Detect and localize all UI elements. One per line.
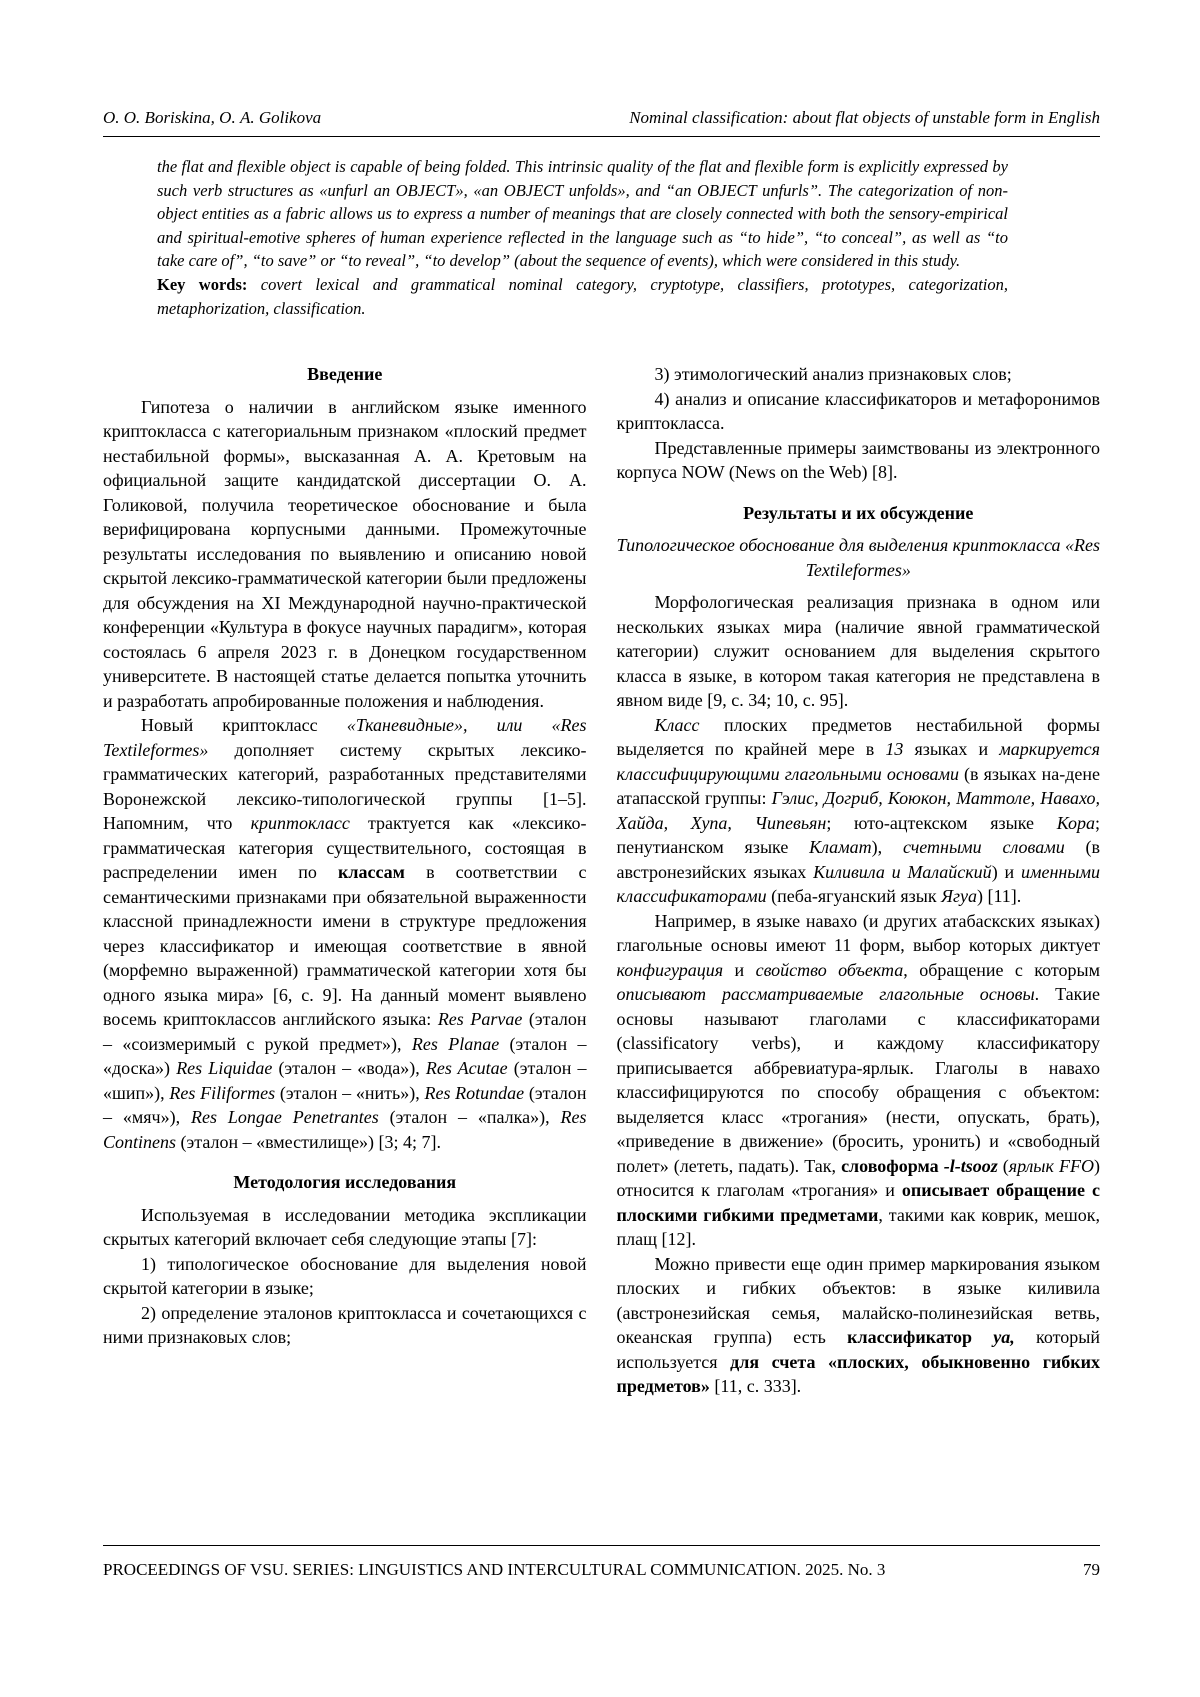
text-run: Класс [654, 714, 700, 735]
text-run: -l-tsooz [943, 1155, 998, 1176]
text-run: ярлык FFO [1008, 1155, 1094, 1176]
text-run: Морфологическая реализация признака в одном или нескольких языках мира (наличие явной грамматической категории) служит основанием для выделения скрытого класса в языке, в котором такая категория не представлена в явном виде [9, с. 34; 10, с. 95]. [616, 592, 1100, 711]
text-run: (пеба-ягуанский язык [766, 886, 942, 907]
text-run: ) и [991, 861, 1021, 882]
text-run: ) относится к глаголам «трогания» и [616, 1155, 1100, 1201]
text-run: трактуется как «лексико-грамматическая категория существительного, состоящая в распределении имен по [103, 813, 587, 883]
text-run: Key words: [157, 274, 261, 294]
authors: О. О. Boriskina, О. А. Golikova [103, 108, 322, 127]
paragraph [103, 395, 587, 714]
text-run: ) [11]. [976, 886, 1022, 907]
text-run: Res Continens [103, 1107, 587, 1152]
text-run: Гипотеза о наличии в английском языке именного криптокласса с категориальным признаком «плоский предмет нестабильной формы», высказанная А. А. Кретовым на официальной защите кандидатской диссертации О. А. Голиковой, получила теоретическое обоснование и была верифицирована корпусными данными. Промежуточные результаты исследования по выявлению и описанию новой скрытой лексико-грамматической категории были предложены для обсуждения на XI Международной научно-практической конференции «Культура в фокусе научных парадигм», которая состоялась 6 апреля 2023 г. в Донецком государственном университете. В настоящей статье делается попытка уточнить и разработать апробированные положения и наблюдения. [103, 396, 587, 711]
text-run: Res Filiformes [169, 1082, 276, 1103]
text-run: Методология исследования [233, 1172, 457, 1193]
text-run: Новый криптокласс [141, 715, 347, 736]
text-run: Ягуа [941, 886, 977, 907]
running-head [103, 108, 1100, 137]
section-heading [103, 1170, 587, 1195]
text-run: [11, с. 333]. [709, 1376, 802, 1397]
text-run: описывают рассматриваемые глагольные основы [616, 984, 1035, 1005]
article-body [103, 362, 1100, 1399]
column-left [103, 362, 587, 1399]
text-run: свойство объекта [755, 959, 904, 980]
text-run: ( [997, 1155, 1009, 1176]
text-run: Кламат [809, 837, 872, 858]
text-run: в соответствии с семантическими признаками при обязательной выраженности классной принадлежности имени в структуре предложения через классификатор и имеющая соответствие в явной (морфемно выраженной) грамматической категории хотя бы одного языка мира» [6, с. 9]. На данный момент выявлено восемь криптоклассов английского языка: [103, 862, 587, 1030]
text-run: и [723, 959, 756, 980]
running-title: Nominal classification: about flat objects of unstable form in English [629, 108, 1100, 127]
keywords [157, 273, 1008, 320]
text-run: (эталон – «доска») [103, 1033, 587, 1079]
text-run: Введение [307, 364, 383, 385]
text-run: Res Rotundae [424, 1082, 525, 1103]
text-run: 2) определение эталонов криптокласса и сочетающихся с ними признаковых слов; [103, 1302, 587, 1348]
text-run: криптокласс [250, 813, 350, 834]
text-run: Киливила и Малайский [813, 861, 992, 882]
text-run: дополняет систему скрытых лексико-грамматических категорий, разработанных представителями Воронежской лексико-типологической группы [1–5]. Напомним, что [103, 739, 587, 834]
text-run: Res Acutae [425, 1058, 508, 1079]
paragraph [103, 713, 587, 1154]
text-run: словоформа [841, 1155, 944, 1176]
paragraph [617, 387, 1101, 436]
text-run: для счета «плоских, обыкновенно гибких предметов» [616, 1351, 1100, 1397]
text-run: (эталон – «мяч»), [103, 1082, 587, 1128]
text-run: Можно привести еще один пример маркирования языком плоских и гибких объектов: в языке киливила (австронезийская семья, малайско-полинезийская ветвь, океанская группа) есть [616, 1253, 1100, 1348]
page-number: 79 [1083, 1560, 1100, 1579]
paragraph [617, 362, 1101, 387]
paragraph [617, 713, 1101, 909]
text-run: (эталон – «вместилище») [3; 4; 7]. [176, 1131, 442, 1152]
journal-info: PROCEEDINGS OF VSU. SERIES: LINGUISTICS AND INTERCULTURAL COMMUNICATION. 2025. No. 3 [103, 1560, 886, 1579]
text-run: covert lexical and grammatical nominal category, cryptotype, classifiers, prototypes, categorization, metaphorization, classification. [157, 274, 1008, 318]
text-run: именными классификаторами [616, 861, 1100, 907]
text-run: (эталон – «палка»), [378, 1107, 561, 1128]
text-run: (эталон – «соизмеримый с рукой предмет»), [103, 1009, 587, 1054]
text-run: Результаты и их обсуждение [743, 502, 974, 523]
text-run: Res Planae [411, 1033, 500, 1054]
text-run: классификатор [847, 1327, 994, 1348]
text-run: . Такие основы называют глаголами с классификаторами (classificatory verbs), и каждому классификатору приписывается аббревиатура-ярлык. Глаголы в навахо классифицируются по способу обращения с объектом: выделяется класс «трогания» (нести, опускать, брать), «приведение в движение» (бросить, уронить) и «свободный полет» (лететь, падать). Так, [616, 984, 1100, 1176]
text-run: 1) типологическое обоснование для выделения новой скрытой категории в языке; [103, 1253, 587, 1299]
text-run: Кора [1056, 812, 1095, 833]
text-run: Res Parvae [437, 1009, 523, 1030]
text-run: счетными словами [902, 837, 1065, 858]
text-run: который используется [616, 1327, 1100, 1372]
paragraph [617, 909, 1101, 1252]
abstract [157, 155, 1008, 320]
text-run: (эталон – «вода»), [272, 1058, 426, 1079]
paragraph [617, 1252, 1101, 1399]
section-heading [103, 362, 587, 387]
text-run: Например, в языке навахо (и других атабаскских языках) глагольные основы имеют 11 форм, выбор которых диктует [616, 910, 1100, 956]
text-run: , обращение с которым [903, 959, 1101, 980]
paragraph [103, 1252, 587, 1301]
text-run: ya, [993, 1327, 1015, 1348]
text-run: ), [871, 837, 903, 858]
text-run: (эталон – «нить»), [275, 1082, 425, 1103]
text-run: 3) этимологический анализ признаковых слов; [654, 364, 1012, 385]
text-run: ; пенутианском языке [616, 812, 1101, 858]
text-run: the flat and flexible object is capable of being folded. This intrinsic quality of the flat and flexible form is explicitly expressed by such verb structures as «unfurl an OBJECT», «an OBJECT unfolds», and “an OBJECT unfurls”. The categorization of non-object entities as a fabric allows us to express a number of meanings that are closely connected with both the sensory-empirical and spiritual-emotive spheres of human experience reflected in the language such as “to hide”, “to conceal”, as well as “to take care of”, “to save” or “to reveal”, “to develop” (about the sequence of events), which were considered in this study. [157, 157, 1008, 271]
page-footer [103, 1545, 1100, 1580]
abstract-text [157, 155, 1008, 273]
text-run: (в австронезийских языках [616, 837, 1101, 882]
text-run: плоских предметов нестабильной формы выделяется по крайней мере в [616, 714, 1100, 760]
text-run: Res Longae Penetrantes [190, 1107, 379, 1128]
column-right [617, 362, 1101, 1399]
text-run: (эталон – «шип»), [103, 1058, 587, 1103]
paragraph [617, 436, 1101, 485]
text-run: «Тканевидные», или «Res Textileformes» [103, 715, 587, 760]
paragraph [103, 1301, 587, 1350]
text-run: маркируется классифицирующими глагольными основами [616, 739, 1101, 784]
text-run: описывает обращение с плоскими гибкими предметами [616, 1180, 1100, 1225]
text-run: (в языках на-дене атапасской группы: [616, 763, 1101, 809]
text-run: конфигурация [616, 959, 724, 980]
text-run: , такими как коврик, мешок, плащ [12]. [616, 1204, 1100, 1250]
text-run: Гэлис, Догриб, Коюкон, Маттоле, Навахо, Хайда, Хупа, Чипевьян [616, 788, 1100, 833]
text-run: ; юто-ацтекском языке [826, 812, 1057, 833]
paragraph [617, 590, 1101, 713]
paragraph [103, 1203, 587, 1252]
text-run: Типологическое обоснование для выделения криптокласса «Res Textileformes» [616, 535, 1100, 580]
section-subheading [617, 533, 1101, 582]
text-run: классам [338, 862, 405, 883]
text-run: языках и [903, 739, 1000, 760]
text-run: Res Liquidae [176, 1058, 273, 1079]
text-run: 4) анализ и описание классификаторов и метафоронимов криптокласса. [616, 388, 1100, 434]
section-heading [617, 501, 1101, 526]
text-run: Используемая в исследовании методика экспликации скрытых категорий включает себя следующие этапы [7]: [103, 1204, 587, 1250]
text-run: 13 [885, 739, 904, 760]
text-run: Представленные примеры заимствованы из электронного корпуса NOW (News on the Web) [8]. [616, 437, 1100, 483]
